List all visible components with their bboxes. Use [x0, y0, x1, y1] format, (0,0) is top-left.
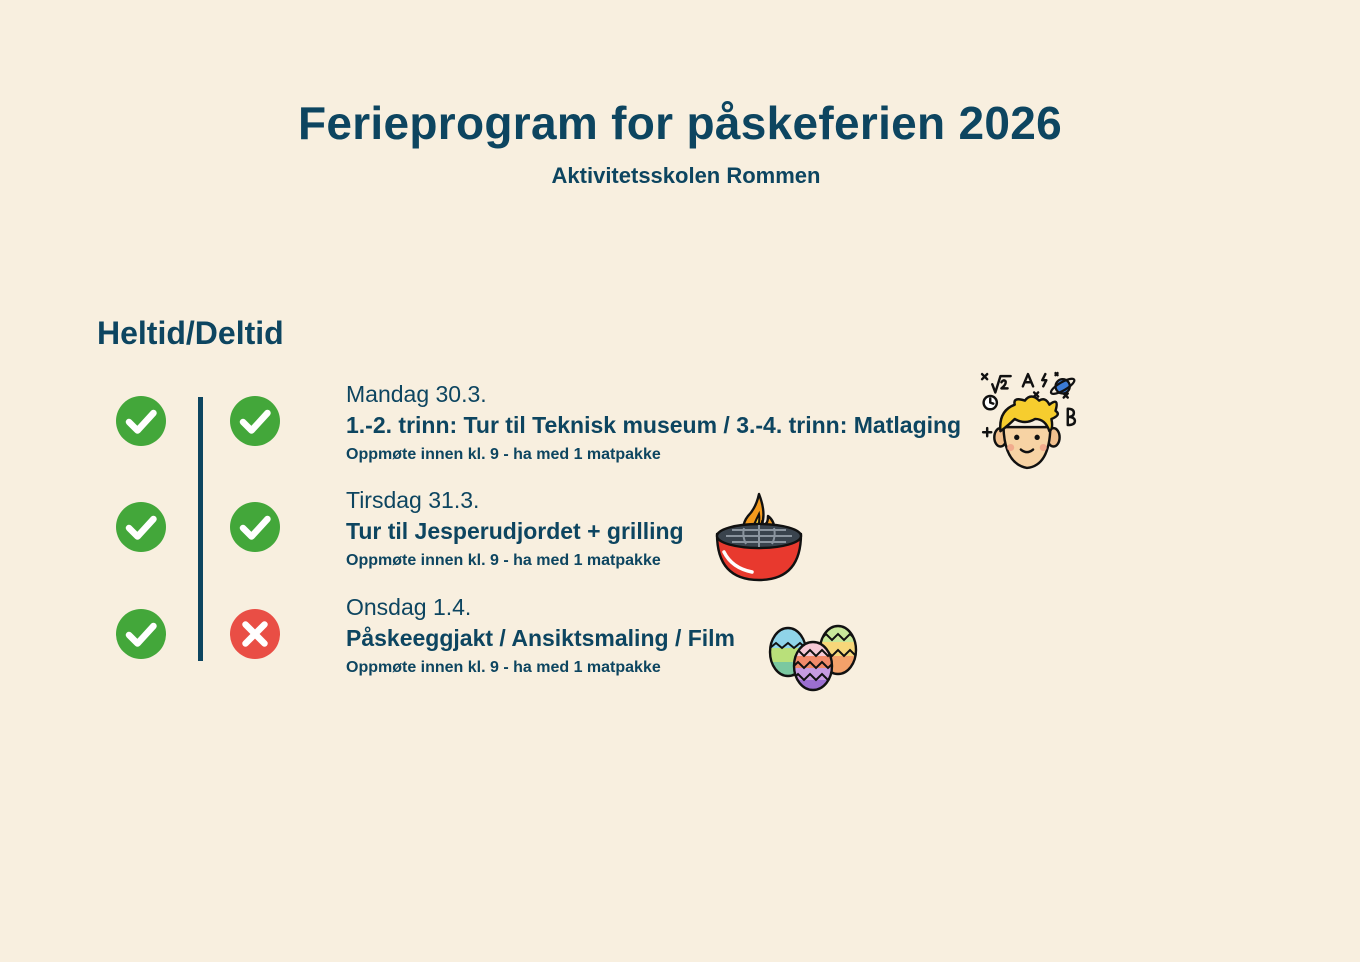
deltid-cross-icon — [230, 609, 280, 659]
grill-fire-icon — [712, 492, 806, 584]
day-activity: 1.-2. trinn: Tur til Teknisk museum / 3.-4. trinn: Matlaging — [346, 412, 962, 438]
page-subtitle: Aktivitetsskolen Rommen — [551, 163, 821, 188]
day-activity: Påskeeggjakt / Ansiktsmaling / Film — [346, 625, 736, 651]
day-entry — [346, 596, 735, 676]
easter-eggs-icon — [766, 622, 860, 692]
section-heading: Heltid/Deltid — [97, 315, 284, 351]
day-date: Mandag 30.3. — [346, 381, 487, 407]
heltid-check-icon — [116, 396, 166, 446]
column-divider — [198, 397, 203, 661]
day-date: Tirsdag 31.3. — [346, 487, 480, 513]
thinking-kid-icon — [978, 370, 1080, 472]
day-date: Onsdag 1.4. — [346, 594, 472, 620]
page-title: Ferieprogram for påskeferien 2026 — [297, 97, 1063, 149]
day-entry — [346, 489, 684, 569]
heltid-check-icon — [116, 502, 166, 552]
day-note: Oppmøte innen kl. 9 - ha med 1 matpakke — [346, 552, 661, 569]
heltid-check-icon — [116, 609, 166, 659]
day-activity: Tur til Jesperudjordet + grilling — [346, 518, 684, 544]
day-entry — [346, 383, 961, 463]
deltid-check-icon — [230, 396, 280, 446]
day-note: Oppmøte innen kl. 9 - ha med 1 matpakke — [346, 446, 661, 463]
deltid-check-icon — [230, 502, 280, 552]
day-note: Oppmøte innen kl. 9 - ha med 1 matpakke — [346, 659, 661, 676]
